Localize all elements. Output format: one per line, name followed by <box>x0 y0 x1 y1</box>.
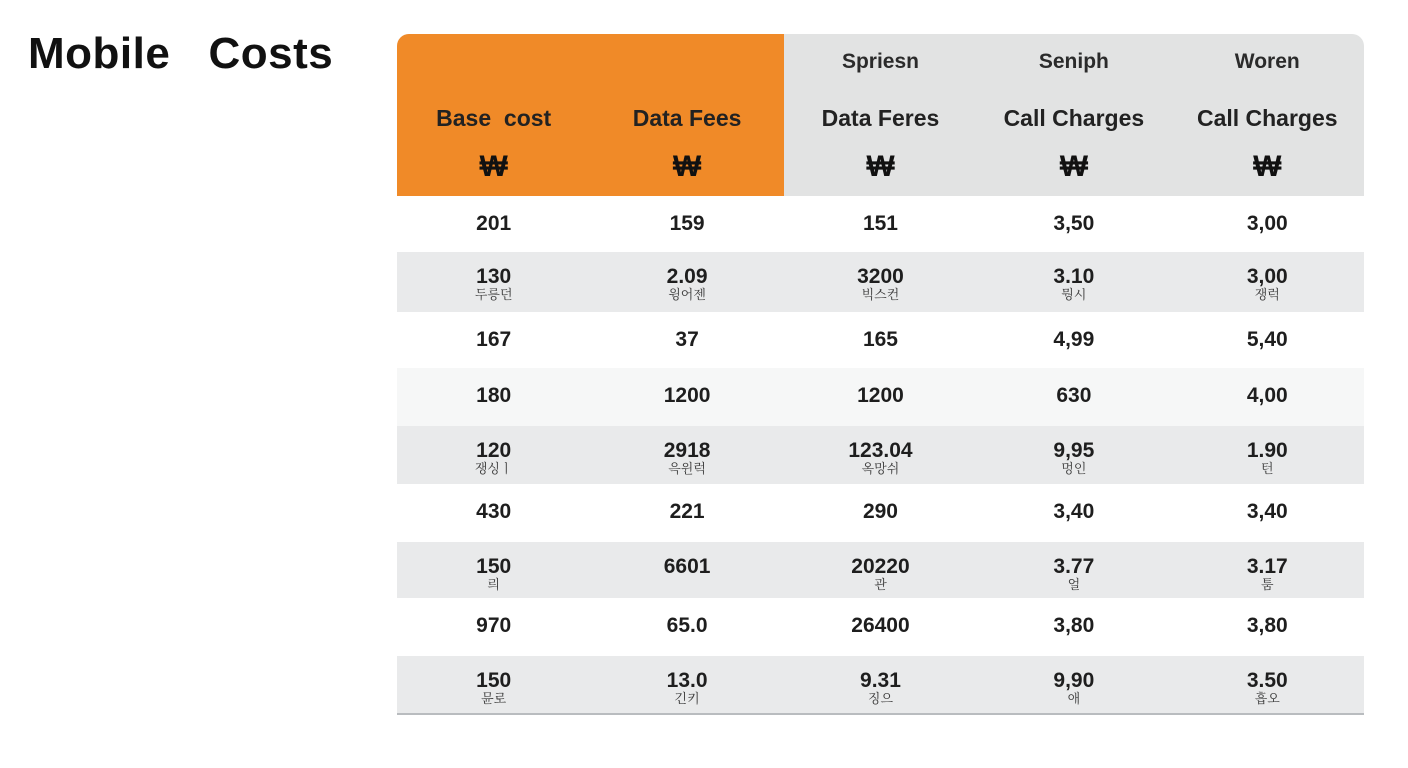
header-metric-label: Data Feres <box>821 105 940 131</box>
cell-sublabel: 툼 <box>1260 578 1274 593</box>
table-cell <box>397 252 590 312</box>
cell-value: 5,40 <box>1246 328 1288 351</box>
table-cell <box>590 542 783 598</box>
cell-value: 130 <box>476 265 512 288</box>
table-cell <box>1171 598 1364 656</box>
header-metric-label: Base cost <box>436 105 552 131</box>
cell-value: 13.0 <box>666 669 708 692</box>
cell-value: 150 <box>476 555 512 578</box>
cell-value: 26400 <box>851 614 910 637</box>
cell-value: 3,40 <box>1246 500 1288 523</box>
table-cell <box>397 656 590 713</box>
table-cell <box>977 542 1170 598</box>
won-currency-icon: ₩ <box>672 150 702 183</box>
header-col-woren <box>1171 34 1364 196</box>
header-metric-label: Data Fees <box>632 105 742 131</box>
cell-value: 165 <box>862 328 898 351</box>
table-cell <box>590 368 783 426</box>
table-cell <box>1171 252 1364 312</box>
table-row <box>397 542 1364 598</box>
cell-value: 6601 <box>663 555 711 578</box>
table-cell <box>784 252 977 312</box>
table-cell <box>397 426 590 484</box>
cell-sublabel: 징으 <box>867 692 894 707</box>
table-row <box>397 426 1364 484</box>
table-cell <box>977 368 1170 426</box>
table-cell <box>1171 484 1364 542</box>
header-col-data-fees <box>590 34 783 196</box>
cell-value: 120 <box>476 439 512 462</box>
cell-sublabel: 릐 <box>487 578 500 593</box>
cell-value: 201 <box>476 212 512 235</box>
cell-sublabel: 애 <box>1067 692 1081 707</box>
cell-sublabel: 쟁럭 <box>1254 288 1280 303</box>
cell-value: 1.90 <box>1246 439 1288 462</box>
table-cell <box>784 426 977 484</box>
cell-value: 630 <box>1056 384 1092 407</box>
table-cell <box>784 484 977 542</box>
cell-value: 3.10 <box>1053 265 1095 288</box>
cell-value: 1200 <box>663 384 711 407</box>
cell-value: 123.04 <box>848 439 913 462</box>
header-metric-label: Call Charges <box>1196 105 1338 131</box>
table-cell <box>977 656 1170 713</box>
won-currency-icon: ₩ <box>866 150 895 183</box>
cell-value: 3200 <box>857 265 904 288</box>
table-cell <box>784 196 977 252</box>
table-body <box>397 196 1364 715</box>
table-header <box>397 34 1364 196</box>
table-cell <box>784 368 977 426</box>
cell-sublabel: 관 <box>874 578 887 593</box>
cell-value: 1200 <box>857 384 904 407</box>
cell-value: 9,90 <box>1053 669 1095 692</box>
cell-sublabel: 뭥시 <box>1061 288 1087 303</box>
cell-value: 3,40 <box>1053 500 1095 523</box>
header-series-label: Woren <box>1234 50 1300 73</box>
table-row <box>397 252 1364 312</box>
table-cell <box>977 426 1170 484</box>
cell-value: 2.09 <box>666 265 708 288</box>
table-cell <box>397 598 590 656</box>
table-cell <box>590 196 783 252</box>
table-cell <box>784 598 977 656</box>
cell-sublabel: 윙어젠 <box>668 288 706 303</box>
table-row <box>397 196 1364 252</box>
table-row <box>397 484 1364 542</box>
table-cell <box>1171 656 1364 713</box>
cell-sublabel: 윽윈럭 <box>668 462 706 477</box>
table-cell <box>977 312 1170 368</box>
table-cell <box>397 368 590 426</box>
cell-value: 3,00 <box>1246 212 1288 235</box>
header-col-base-cost <box>397 34 590 196</box>
cell-value: 167 <box>476 328 512 351</box>
table-cell <box>590 252 783 312</box>
won-currency-icon: ₩ <box>1253 150 1282 183</box>
cell-value: 9,95 <box>1053 439 1095 462</box>
cell-value: 159 <box>669 212 705 235</box>
cell-value: 4,99 <box>1053 328 1095 351</box>
cell-value: 970 <box>476 614 512 637</box>
cost-table <box>397 34 1364 715</box>
table-cell <box>590 656 783 713</box>
cell-sublabel: 쟁싱ㅣ <box>474 462 513 477</box>
cell-sublabel: 뮨로 <box>481 692 507 707</box>
won-currency-icon: ₩ <box>479 150 508 183</box>
cell-value: 4,00 <box>1246 384 1288 407</box>
cell-value: 290 <box>862 500 898 523</box>
table-cell <box>977 252 1170 312</box>
cell-sublabel: 턴 <box>1260 462 1274 477</box>
cell-sublabel: 빅스컨 <box>861 288 900 303</box>
table-cell <box>977 598 1170 656</box>
table-cell <box>977 196 1170 252</box>
cell-value: 430 <box>476 500 512 523</box>
cell-value: 3,50 <box>1053 212 1095 235</box>
table-cell <box>590 484 783 542</box>
table-cell <box>590 598 783 656</box>
cell-sublabel: 옥망쉬 <box>861 462 900 477</box>
table-cell <box>590 312 783 368</box>
table-cell <box>397 196 590 252</box>
table-cell <box>397 312 590 368</box>
cell-value: 37 <box>675 328 699 351</box>
won-currency-icon: ₩ <box>1059 150 1089 183</box>
cell-value: 3,00 <box>1246 265 1288 288</box>
cell-value: 3,80 <box>1053 614 1095 637</box>
cell-sublabel: 얼 <box>1067 578 1081 593</box>
cell-value: 2918 <box>663 439 711 462</box>
header-metric-label: Call Charges <box>1003 105 1145 131</box>
table-cell <box>1171 368 1364 426</box>
cell-sublabel: 멍인 <box>1061 462 1087 477</box>
table-row <box>397 312 1364 368</box>
cell-value: 3.77 <box>1053 555 1095 578</box>
cell-value: 180 <box>476 384 512 407</box>
header-series-label: Seniph <box>1038 50 1109 73</box>
table-cell <box>784 542 977 598</box>
table-row <box>397 598 1364 656</box>
table-row <box>397 368 1364 426</box>
table-cell <box>784 312 977 368</box>
table-cell <box>977 484 1170 542</box>
cell-value: 221 <box>669 500 705 523</box>
table-row <box>397 656 1364 713</box>
table-cell <box>1171 196 1364 252</box>
cell-value: 3.17 <box>1246 555 1288 578</box>
header-series-label: Spriesn <box>841 50 919 73</box>
header-col-spriesn <box>784 34 977 196</box>
cell-value: 150 <box>476 669 512 692</box>
cell-value: 9.31 <box>860 669 901 692</box>
cell-value: 3.50 <box>1246 669 1288 692</box>
table-cell <box>397 542 590 598</box>
cell-value: 65.0 <box>666 614 708 637</box>
header-col-seniph <box>977 34 1170 196</box>
cell-sublabel: 두릉던 <box>474 288 513 303</box>
cell-sublabel: 흡오 <box>1254 692 1280 707</box>
page-title: Mobile Costs <box>28 29 334 78</box>
cell-value: 3,80 <box>1246 614 1288 637</box>
table-cell <box>1171 542 1364 598</box>
table-cell <box>590 426 783 484</box>
table-cell <box>784 656 977 713</box>
table-cell <box>397 484 590 542</box>
cell-value: 151 <box>862 212 898 235</box>
table-cell <box>1171 426 1364 484</box>
cell-sublabel: 긴키 <box>674 692 700 707</box>
cell-value: 20220 <box>851 555 910 578</box>
table-cell <box>1171 312 1364 368</box>
